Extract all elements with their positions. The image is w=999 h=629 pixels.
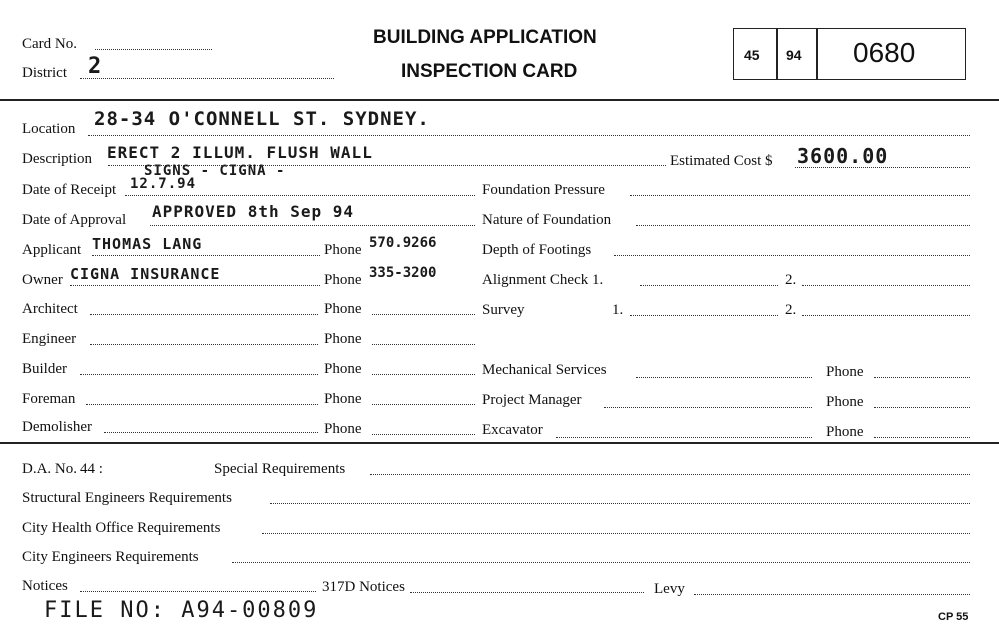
location-label: Location (22, 121, 76, 137)
foreman-phone-label: Phone (324, 391, 362, 407)
estimated-cost-value: 3600.00 (797, 144, 889, 168)
depth-footings-field[interactable] (614, 255, 970, 256)
district-field[interactable] (80, 78, 334, 79)
excavator-phone-label: Phone (826, 424, 864, 440)
owner-phone-label: Phone (324, 272, 362, 288)
engineer-phone-label: Phone (324, 331, 362, 347)
engineer-phone-field[interactable] (372, 344, 475, 345)
depth-footings-label: Depth of Footings (482, 242, 592, 258)
description-value: ERECT 2 ILLUM. FLUSH WALL (107, 143, 373, 162)
title-line-2: INSPECTION CARD (401, 61, 578, 82)
demolisher-phone-label: Phone (324, 421, 362, 437)
box-a: 45 (744, 47, 760, 63)
project-manager-phone-field[interactable] (874, 407, 970, 408)
excavator-label: Excavator (482, 422, 543, 438)
da-no-label: D.A. No. (22, 461, 77, 477)
mechanical-phone-label: Phone (826, 364, 864, 380)
estimated-cost-field[interactable] (795, 167, 970, 168)
architect-phone-label: Phone (324, 301, 362, 317)
owner-value: CIGNA INSURANCE (70, 265, 221, 283)
applicant-field[interactable] (92, 255, 320, 256)
estimated-cost-label: Estimated Cost $ (670, 153, 773, 169)
applicant-value: THOMAS LANG (92, 235, 203, 253)
date-approval-field[interactable] (150, 225, 475, 226)
date-approval-value: APPROVED 8th Sep 94 (152, 202, 355, 221)
builder-phone-field[interactable] (372, 374, 475, 375)
title-line-1: BUILDING APPLICATION (373, 27, 597, 48)
card-number-box (733, 28, 966, 80)
card-no-label: Card No. (22, 36, 77, 52)
date-receipt-field[interactable] (125, 195, 475, 196)
survey-1-field[interactable] (630, 315, 778, 316)
description-field[interactable] (108, 165, 666, 166)
header-rule (0, 99, 999, 101)
description-label: Description (22, 151, 92, 167)
applicant-label: Applicant (22, 242, 82, 258)
city-eng-req-field[interactable] (232, 562, 970, 563)
builder-label: Builder (22, 361, 67, 377)
file-no: FILE NO: A94-00809 (44, 598, 319, 623)
mechanical-label: Mechanical Services (482, 362, 607, 378)
survey-2-label: 2. (785, 302, 797, 318)
alignment-check-label: Alignment Check 1. (482, 272, 604, 288)
box-b: 94 (786, 47, 802, 63)
builder-field[interactable] (80, 374, 318, 375)
card-number: 0680 (853, 37, 916, 68)
mechanical-field[interactable] (636, 377, 812, 378)
date-approval-label: Date of Approval (22, 212, 127, 228)
notices-317d-label: 317D Notices (322, 579, 405, 595)
notices-field[interactable] (80, 591, 316, 592)
applicant-phone-label: Phone (324, 242, 362, 258)
demolisher-phone-field[interactable] (372, 434, 475, 435)
notices-label: Notices (22, 578, 68, 594)
builder-phone-label: Phone (324, 361, 362, 377)
owner-phone: 335-3200 (369, 265, 437, 281)
engineer-label: Engineer (22, 331, 77, 347)
alignment-check-1-field[interactable] (640, 285, 778, 286)
card-no-field[interactable] (95, 49, 212, 50)
excavator-field[interactable] (556, 437, 812, 438)
district-label: District (22, 65, 67, 81)
special-req-label: Special Requirements (214, 461, 346, 477)
nature-foundation-field[interactable] (636, 225, 970, 226)
foreman-phone-field[interactable] (372, 404, 475, 405)
mechanical-phone-field[interactable] (874, 377, 970, 378)
project-manager-field[interactable] (604, 407, 812, 408)
project-manager-phone-label: Phone (826, 394, 864, 410)
district-value: 2 (88, 54, 103, 79)
foundation-pressure-field[interactable] (630, 195, 970, 196)
form-code: CP 55 (938, 611, 969, 623)
location-field[interactable] (88, 135, 970, 136)
foundation-pressure-label: Foundation Pressure (482, 182, 605, 198)
da-no-value: 44 : (80, 461, 103, 477)
architect-field[interactable] (90, 314, 318, 315)
box-divider-2 (816, 29, 818, 79)
notices-317d-field[interactable] (410, 592, 644, 593)
date-receipt-value: 12.7.94 (130, 176, 197, 192)
health-req-field[interactable] (262, 533, 970, 534)
engineer-field[interactable] (90, 344, 318, 345)
architect-phone-field[interactable] (372, 314, 475, 315)
applicant-phone: 570.9266 (369, 235, 437, 251)
owner-field[interactable] (70, 285, 320, 286)
demolisher-label: Demolisher (22, 419, 92, 435)
alignment-check-2-field[interactable] (802, 285, 970, 286)
survey-label: Survey (482, 302, 525, 318)
section-rule (0, 442, 999, 444)
structural-req-label: Structural Engineers Requirements (22, 490, 232, 506)
foreman-field[interactable] (86, 404, 318, 405)
city-eng-req-label: City Engineers Requirements (22, 549, 199, 565)
foreman-label: Foreman (22, 391, 76, 407)
survey-1-label: 1. (612, 302, 624, 318)
levy-field[interactable] (694, 594, 970, 595)
architect-label: Architect (22, 301, 78, 317)
project-manager-label: Project Manager (482, 392, 582, 408)
location-value: 28-34 O'CONNELL ST. SYDNEY. (94, 108, 430, 130)
nature-foundation-label: Nature of Foundation (482, 212, 612, 228)
health-req-label: City Health Office Requirements (22, 520, 221, 536)
structural-req-field[interactable] (270, 503, 970, 504)
alignment-check-2-label: 2. (785, 272, 797, 288)
date-receipt-label: Date of Receipt (22, 182, 117, 198)
special-req-field[interactable] (370, 474, 970, 475)
levy-label: Levy (654, 581, 685, 597)
box-divider-1 (776, 29, 778, 79)
survey-2-field[interactable] (802, 315, 970, 316)
description-value-2: SIGNS - CIGNA - (144, 163, 286, 179)
owner-label: Owner (22, 272, 63, 288)
demolisher-field[interactable] (104, 432, 318, 433)
excavator-phone-field[interactable] (874, 437, 970, 438)
